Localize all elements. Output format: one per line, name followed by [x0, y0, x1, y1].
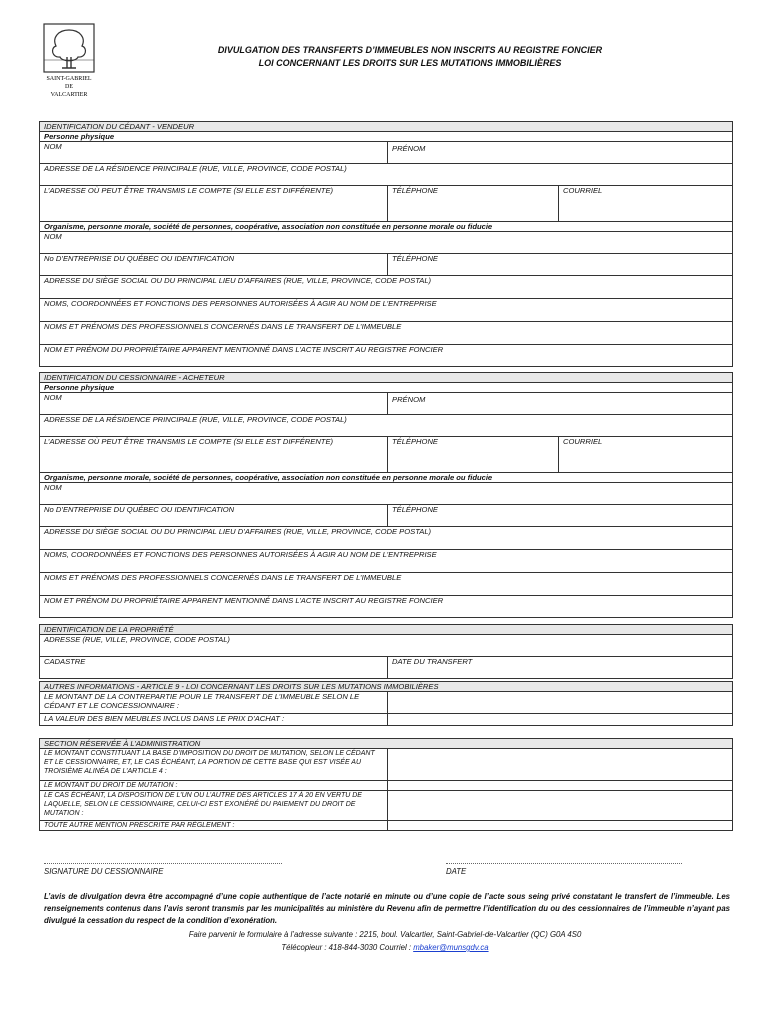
cessionnaire-section	[39, 372, 733, 618]
cedant-proprietaire-label: NOM ET PRÉNOM DU PROPRIÉTAIRE APPARENT MENTIONNÉ DANS L’ACTE INSCRIT AU REGISTRE FONCIER	[44, 345, 444, 354]
title-line-2: LOI CONCERNANT LES DROITS SUR LES MUTATIONS IMMOBILIÈRES	[258, 58, 562, 68]
autres-header: AUTRES INFORMATIONS - ARTICLE 9 - LOI CONCERNANT LES DROITS SUR LES MUTATIONS IMMOBILIÈRES	[40, 682, 733, 692]
logo-line-1: SAINT-GABRIEL	[46, 76, 92, 82]
autres-valeur-label: LA VALEUR DES BIEN MEUBLES INCLUS DANS LE PRIX D’ACHAT :	[40, 714, 388, 726]
cedant-noms-coord-field[interactable]	[40, 299, 733, 322]
cedant-adresse-field[interactable]	[40, 164, 733, 186]
autres-section	[39, 681, 733, 726]
cessionnaire-adresse-compte-label: L’ADRESSE OÙ PEUT ÊTRE TRANSMIS LE COMPTE (SI ELLE EST DIFFÉRENTE)	[44, 437, 334, 446]
logo-line-2: DE	[65, 84, 73, 90]
date-label: DATE	[446, 867, 467, 876]
propriete-date-transfert-label: DATE DU TRANSFERT	[392, 657, 473, 666]
cedant-header: IDENTIFICATION DU CÉDANT - VENDEUR	[40, 122, 733, 132]
cedant-no-entreprise-label: No D’ENTREPRISE DU QUÉBEC OU IDENTIFICATION	[44, 254, 235, 263]
cessionnaire-telephone-label: TÉLÉPHONE	[392, 437, 438, 446]
admin-base-field[interactable]	[388, 749, 733, 781]
cedant-org-telephone-field[interactable]	[388, 254, 733, 276]
cessionnaire-proprietaire-field[interactable]	[40, 596, 733, 618]
cessionnaire-adresse-compte-field[interactable]	[40, 437, 388, 473]
cedant-no-entreprise-field[interactable]	[40, 254, 388, 276]
cedant-organisme-subheader: Organisme, personne morale, société de personnes, coopérative, association non constituée en personne morale ou fiducie	[40, 222, 733, 232]
title-line-1: DIVULGATION DES TRANSFERTS D’IMMEUBLES NON INSCRITS AU REGISTRE FONCIER	[217, 45, 603, 55]
admin-header: SECTION RÉSERVÉE À L’ADMINISTRATION	[40, 739, 733, 749]
admin-mention-label: TOUTE AUTRE MENTION PRESCRITE PAR RÈGLEMENT :	[40, 821, 388, 831]
propriete-section	[39, 624, 733, 679]
cessionnaire-noms-coord-label: NOMS, COORDONNÉES ET FONCTIONS DES PERSONNES AUTORISÉES À AGIR AU NOM DE L’ENTREPRISE	[44, 550, 437, 559]
logo-line-3: VALCARTIER	[50, 92, 88, 98]
tree-logo	[40, 22, 98, 100]
autres-montant-field[interactable]	[388, 692, 733, 714]
cessionnaire-org-nom-field[interactable]	[40, 483, 733, 505]
propriete-header: IDENTIFICATION DE LA PROPRIÉTÉ	[40, 625, 733, 635]
cessionnaire-org-telephone-label: TÉLÉPHONE	[392, 505, 438, 514]
propriete-cadastre-label: CADASTRE	[44, 657, 86, 666]
cedant-siege-label: ADRESSE DU SIÈGE SOCIAL OU DU PRINCIPAL LIEU D’AFFAIRES (RUE, VILLE, PROVINCE, CODE POSTAL)	[44, 276, 432, 285]
signature-label: SIGNATURE DU CESSIONNAIRE	[44, 867, 164, 876]
admin-exoneration-field[interactable]	[388, 791, 733, 821]
cessionnaire-nom-label: NOM	[44, 393, 62, 402]
cessionnaire-adresse-field[interactable]	[40, 415, 733, 437]
propriete-cadastre-field[interactable]	[40, 657, 388, 679]
cessionnaire-no-entreprise-label: No D’ENTREPRISE DU QUÉBEC OU IDENTIFICATION	[44, 505, 235, 514]
cessionnaire-proprietaire-label: NOM ET PRÉNOM DU PROPRIÉTAIRE APPARENT MENTIONNÉ DANS L’ACTE INSCRIT AU REGISTRE FONCIER	[44, 596, 444, 605]
footer-address: Faire parvenir le formulaire à l’adresse suivante : 2215, boul. Valcartier, Saint-Gabriel-de-Valcartier (QC) G0A 4S0	[188, 930, 582, 939]
cedant-nom-label: NOM	[44, 142, 62, 151]
cessionnaire-prenom-field[interactable]	[388, 393, 733, 415]
page-title	[150, 44, 670, 70]
cedant-prenom-label: PRÉNOM	[392, 144, 426, 153]
cessionnaire-org-nom-label: NOM	[44, 483, 62, 492]
notice-text: L’avis de divulgation devra être accompagné d’une copie authentique de l’acte notarié en minute ou d’une copie de l’acte sous seing privé constatant le transfert de l’immeuble. Les renseignements contenus dans l’avis seront transmis par les municipalités au ministère du Revenu afin de permettre l’identification du ou des cessionnaires de l’immeuble n’ayant pas divulgué la cessation du respect de la condition d’exonération.	[44, 892, 730, 925]
cessionnaire-header: IDENTIFICATION DU CESSIONNAIRE - ACHETEUR	[40, 373, 733, 383]
cedant-proprietaire-field[interactable]	[40, 345, 733, 367]
autres-valeur-field[interactable]	[388, 714, 733, 726]
cedant-professionnels-field[interactable]	[40, 322, 733, 345]
cedant-professionnels-label: NOMS ET PRÉNOMS DES PROFESSIONNELS CONCERNÉS DANS LE TRANSFERT DE L’IMMEUBLE	[44, 322, 402, 331]
cedant-courriel-field[interactable]	[559, 186, 733, 222]
footer-email-link[interactable]: mbaker@munsgdv.ca	[413, 943, 489, 952]
cedant-adresse-compte-label: L’ADRESSE OÙ PEUT ÊTRE TRANSMIS LE COMPTE (SI ELLE EST DIFFÉRENTE)	[44, 186, 334, 195]
cessionnaire-courriel-label: COURRIEL	[563, 437, 603, 446]
cedant-adresse-compte-field[interactable]	[40, 186, 388, 222]
admin-mention-field[interactable]	[388, 821, 733, 831]
cessionnaire-adresse-label: ADRESSE DE LA RÉSIDENCE PRINCIPALE (RUE, VILLE, PROVINCE, CODE POSTAL)	[44, 415, 347, 424]
cessionnaire-noms-coord-field[interactable]	[40, 550, 733, 573]
cedant-nom-field[interactable]	[40, 142, 388, 164]
date-line[interactable]	[446, 863, 682, 864]
cessionnaire-no-entreprise-field[interactable]	[40, 505, 388, 527]
cessionnaire-organisme-subheader: Organisme, personne morale, société de personnes, coopérative, association non constituée en personne morale ou fiducie	[40, 473, 733, 483]
cedant-subheader: Personne physique	[40, 132, 733, 142]
cessionnaire-professionnels-label: NOMS ET PRÉNOMS DES PROFESSIONNELS CONCERNÉS DANS LE TRANSFERT DE L’IMMEUBLE	[44, 573, 402, 582]
cessionnaire-subheader: Personne physique	[40, 383, 733, 393]
cessionnaire-siege-field[interactable]	[40, 527, 733, 550]
autres-montant-label: LE MONTANT DE LA CONTREPARTIE POUR LE TRANSFERT DE L’IMMEUBLE SELON LE CÉDANT ET LE CONCESSIONNAIRE :	[40, 692, 388, 714]
admin-droit-label: LE MONTANT DU DROIT DE MUTATION :	[40, 781, 388, 791]
cessionnaire-org-telephone-field[interactable]	[388, 505, 733, 527]
cedant-siege-field[interactable]	[40, 276, 733, 299]
cedant-org-telephone-label: TÉLÉPHONE	[392, 254, 438, 263]
admin-exoneration-label: LE CAS ÉCHÉANT, LA DISPOSITION DE L’UN OU L’AUTRE DES ARTICLES 17 À 20 EN VERTU DE LAQUELLE, SELON LE CESSIONNAIRE, CELUI-CI EST EXONÉRÉ DU PAIEMENT DU DROIT DE MUTATION :	[40, 791, 388, 821]
cessionnaire-prenom-label: PRÉNOM	[392, 395, 426, 404]
cessionnaire-nom-field[interactable]	[40, 393, 388, 415]
cedant-courriel-label: COURRIEL	[563, 186, 603, 195]
admin-section	[39, 738, 733, 831]
cessionnaire-telephone-field[interactable]	[388, 437, 559, 473]
admin-base-label: LE MONTANT CONSTITUANT LA BASE D’IMPOSITION DU DROIT DE MUTATION, SELON LE CÉDANT ET LE CESSIONNAIRE, ET, LE CAS ÉCHÉANT, LA PORTION DE CETTE BASE QUI EST VISÉE AU TROISIÈME ALINÉA DE L’ARTICLE 4 :	[40, 749, 388, 781]
propriete-adresse-field[interactable]	[40, 635, 733, 657]
cessionnaire-siege-label: ADRESSE DU SIÈGE SOCIAL OU DU PRINCIPAL LIEU D’AFFAIRES (RUE, VILLE, PROVINCE, CODE POSTAL)	[44, 527, 432, 536]
cessionnaire-professionnels-field[interactable]	[40, 573, 733, 596]
signature-line[interactable]	[44, 863, 282, 864]
cedant-telephone-label: TÉLÉPHONE	[392, 186, 438, 195]
cedant-telephone-field[interactable]	[388, 186, 559, 222]
footer-fax: Télécopieur : 418-844-3030 Courriel :	[281, 943, 412, 952]
footer-contact	[0, 943, 770, 952]
cedant-org-nom-field[interactable]	[40, 232, 733, 254]
cedant-noms-coord-label: NOMS, COORDONNÉES ET FONCTIONS DES PERSONNES AUTORISÉES À AGIR AU NOM DE L’ENTREPRISE	[44, 299, 437, 308]
cedant-section	[39, 121, 733, 367]
propriete-date-transfert-field[interactable]	[388, 657, 733, 679]
cedant-prenom-field[interactable]	[388, 142, 733, 164]
cedant-adresse-label: ADRESSE DE LA RÉSIDENCE PRINCIPALE (RUE, VILLE, PROVINCE, CODE POSTAL)	[44, 164, 347, 173]
cessionnaire-courriel-field[interactable]	[559, 437, 733, 473]
propriete-adresse-label: ADRESSE (RUE, VILLE, PROVINCE, CODE POSTAL)	[44, 635, 230, 644]
cedant-org-nom-label: NOM	[44, 232, 62, 241]
admin-droit-field[interactable]	[388, 781, 733, 791]
